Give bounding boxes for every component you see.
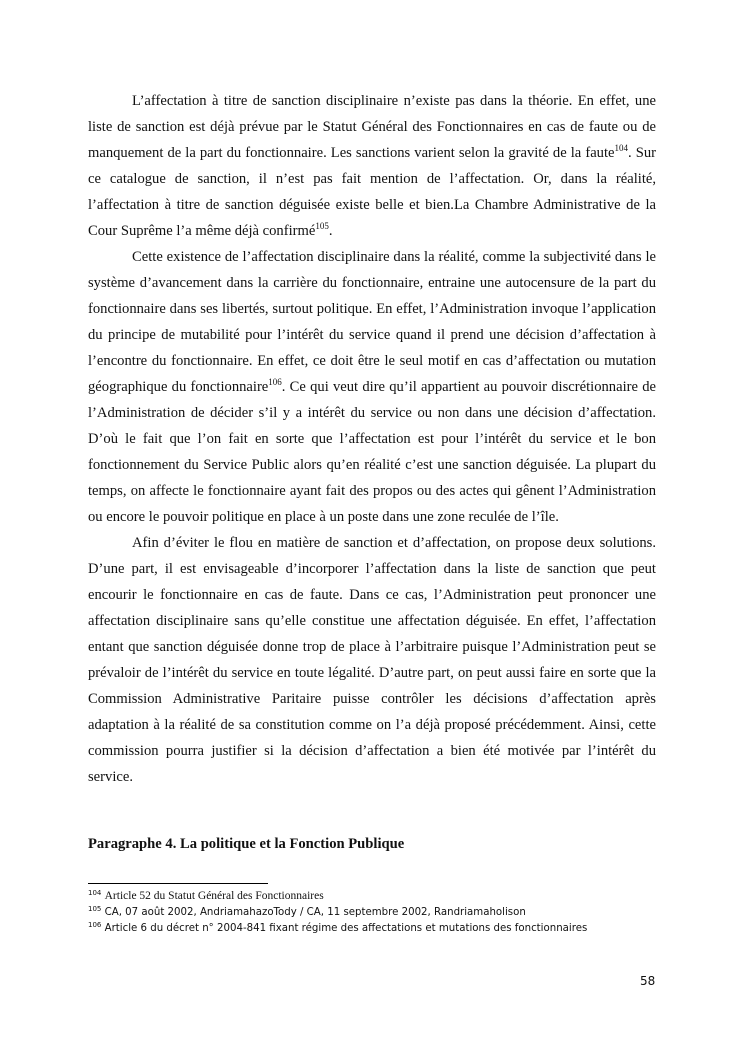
footnote bbox=[88, 921, 587, 937]
footnotes bbox=[88, 888, 587, 937]
footnote-ref[interactable]: 106 bbox=[268, 377, 282, 387]
paragraph-1 bbox=[88, 88, 656, 244]
paragraph-text: . Ce qui veut dire qu’il appartient au pouvoir discrétionnaire de l’Administration de décider s’il y a intérêt du service ou non dans une décision d’affectation. D’où le fait que l’on fait en sorte que l’affectation est pour l’intérêt du service et le bon fonctionnement du Service Public alors qu’en réalité c’est une sanction déguisée. La plupart du temps, on affecte le fonctionnaire ayant fait des propos ou des actes qui gênent l’Administration ou encore le pouvoir politique en place à un poste dans une zone reculée de l’île. bbox=[88, 379, 656, 525]
paragraph-text: Cette existence de l’affectation disciplinaire dans la réalité, comme la subjectivité dans le système d’avancement dans la carrière du fonctionnaire, entraine une autocensure de la part du fonctionnaire dans ses libertés, surtout politique. En effet, l’Administration invoque l’application du principe de mutabilité pour l’intérêt du service quand il prend une décision d’affectation à l’encontre du fonctionnaire. En effet, ce doit être le seul motif en cas d’affectation ou mutation géographique du fonctionnaire bbox=[88, 249, 656, 395]
paragraph-text: . Sur ce catalogue de sanction, il n’est pas fait mention de l’affectation. Or, dans la réalité, l’affectation à titre de sanction déguisée existe belle et bien.La Chambre Administrative de la Cour Suprême l’a même déjà confirmé bbox=[88, 145, 656, 239]
paragraph-2 bbox=[88, 244, 656, 530]
footnote-number: 106 bbox=[88, 921, 102, 929]
footnote-ref[interactable]: 105 bbox=[315, 221, 329, 231]
footnote-text: Article 6 du décret n° 2004-841 fixant régime des affectations et mutations des fonctionnaires bbox=[104, 923, 588, 934]
body-text bbox=[88, 88, 656, 790]
page-number: 58 bbox=[640, 974, 656, 988]
paragraph-text: . bbox=[328, 223, 333, 239]
paragraph-text: L’affectation à titre de sanction disciplinaire n’existe pas dans la théorie. En effet, une liste de sanction est déjà prévue par le Statut Général des Fonctionnaires en cas de faute ou de manquement de la part du fonctionnaire. Les sanctions varient selon la gravité de la faute bbox=[88, 93, 656, 161]
paragraph-3 bbox=[88, 530, 656, 790]
paragraph-text: Afin d’éviter le flou en matière de sanction et d’affectation, on propose deux solutions. D’une part, il est envisageable d’incorporer l’affectation dans la liste de sanction que peut encourir le fonctionnaire en cas de faute. Dans ce cas, l’Administration peut prononcer une affectation disciplinaire sans qu’elle constitue une affectation déguisée. En effet, l’affectation entant que sanction déguisée donne trop de place à l’arbitraire puisque l’Administration peut se prévaloir de l’intérêt du service en toute légalité. D’autre part, on peut aussi faire en sorte que la Commission Administrative Paritaire puisse contrôler les décisions d’affectation après adaptation à la réalité de sa constitution comme on l’a déjà proposé précédemment. Ainsi, cette commission pourra justifier si la décision d’affectation a bien été motivée par l’intérêt du service. bbox=[88, 535, 656, 785]
footnote-text: Article 52 du Statut Général des Fonctionnaires bbox=[104, 890, 324, 902]
footnote-ref[interactable]: 104 bbox=[614, 143, 628, 153]
footnote bbox=[88, 905, 587, 921]
footnote-text: CA, 07 août 2002, AndriamahazoTody / CA, 11 septembre 2002, Randriamaholison bbox=[104, 907, 526, 918]
footnote-number: 104 bbox=[88, 889, 102, 897]
footnote bbox=[88, 888, 587, 905]
footnote-separator bbox=[88, 883, 268, 884]
footnote-number: 105 bbox=[88, 905, 102, 913]
section-heading: Paragraphe 4. La politique et la Fonction Publique bbox=[88, 836, 405, 852]
